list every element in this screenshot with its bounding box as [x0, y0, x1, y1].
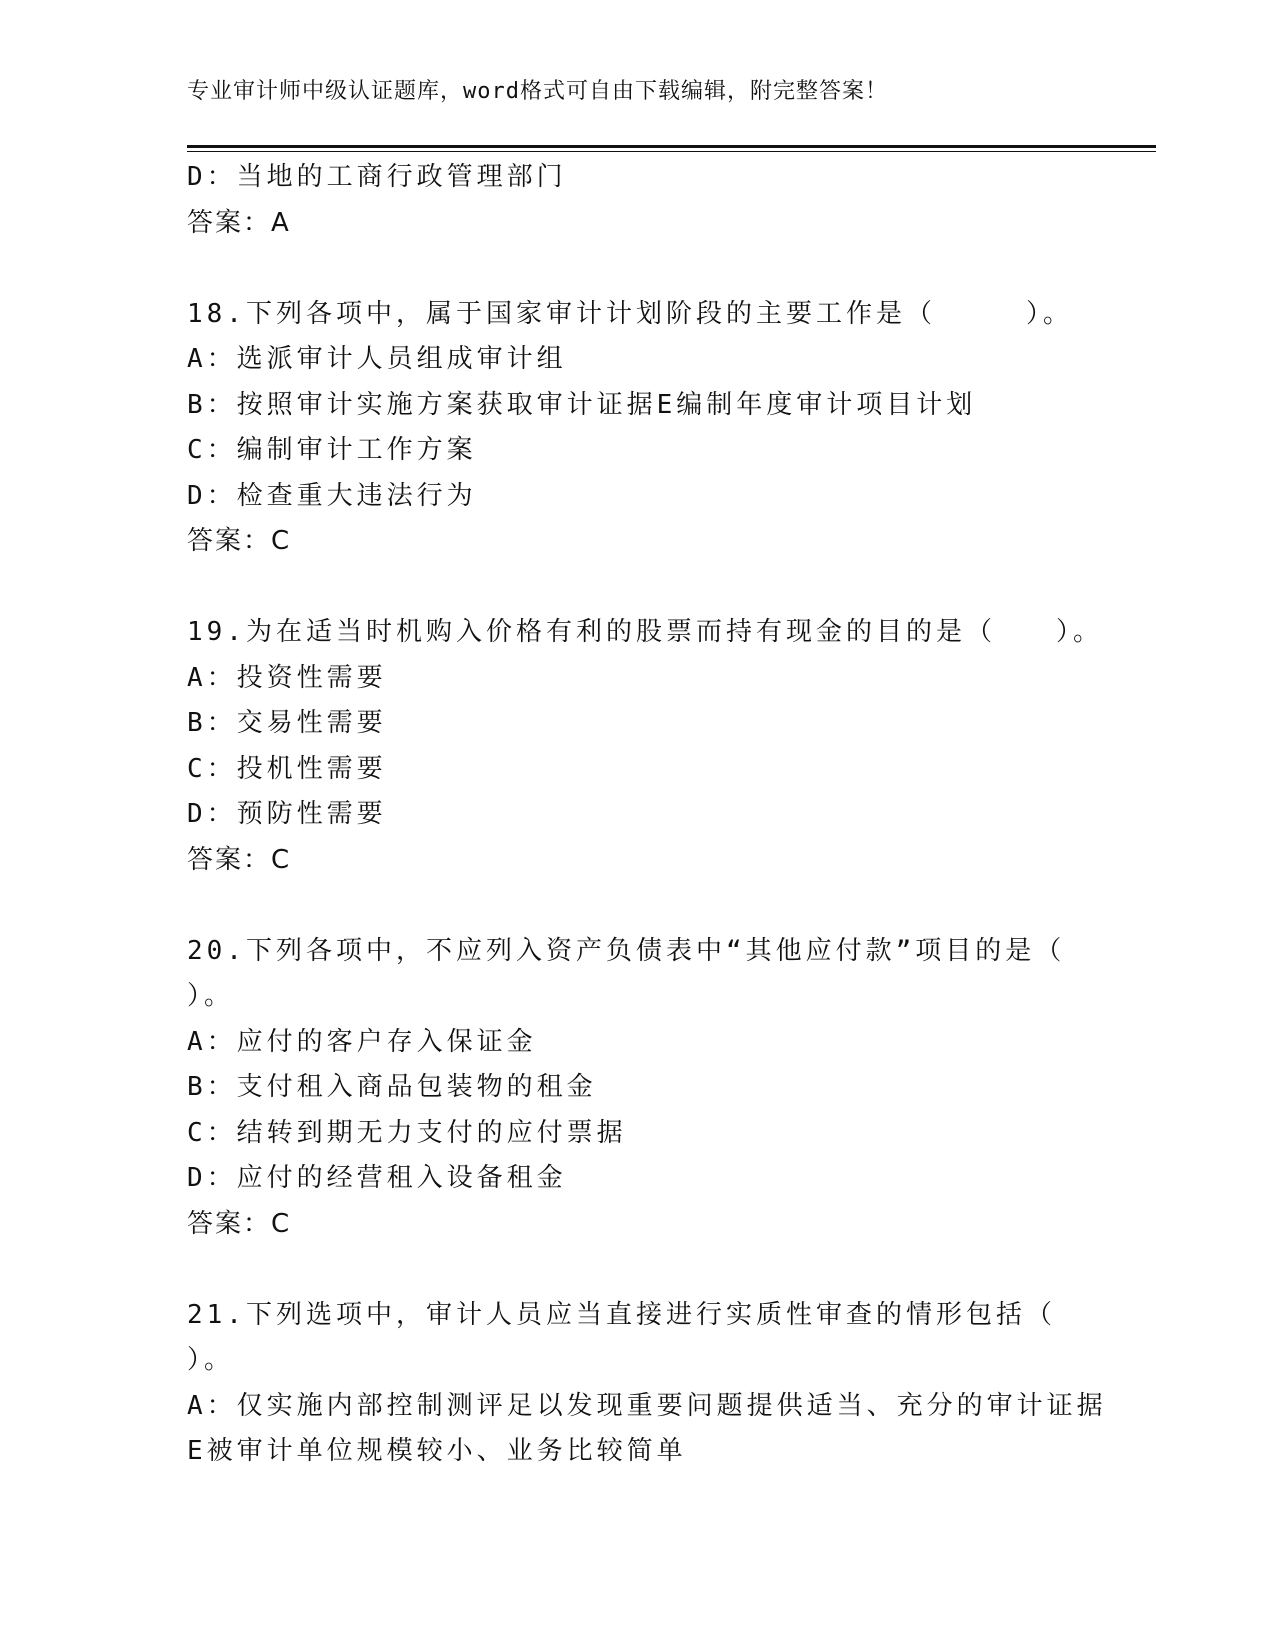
- option-line: C：结转到期无力支付的应付票据: [187, 1117, 627, 1148]
- question-text: ）。: [187, 1345, 235, 1375]
- block-gap: [187, 246, 1087, 292]
- question-text: 18.下列各项中，属于国家审计计划阶段的主要工作是（ ）。: [187, 298, 1073, 329]
- answer-line: 答案：A: [187, 207, 291, 238]
- question-block: [187, 929, 1087, 1248]
- option-line: C：编制审计工作方案: [187, 435, 477, 465]
- option-line: A：应付的客户存入保证金: [187, 1026, 537, 1057]
- header-rule-thin: [187, 151, 1156, 152]
- block-gap: [187, 1247, 1087, 1293]
- question-text: 20.下列各项中，不应列入资产负债表中“其他应付款”项目的是（: [187, 935, 1066, 966]
- question-text: 21.下列选项中，审计人员应当直接进行实质性审查的情形包括（: [187, 1299, 1056, 1330]
- question-text: 19.为在适当时机购入价格有利的股票而持有现金的目的是（ ）。: [187, 617, 1103, 647]
- answer-line: 答案：C: [187, 526, 292, 556]
- option-line: A：投资性需要: [187, 662, 387, 693]
- option-line: C：投机性需要: [187, 753, 387, 784]
- question-block: [187, 155, 1087, 246]
- option-line: A：仅实施内部控制测评足以发现重要问题提供适当、充分的审计证据: [187, 1390, 1107, 1421]
- option-line: D：当地的工商行政管理部门: [187, 162, 567, 192]
- question-text: ）。: [187, 981, 235, 1011]
- question-block: [187, 292, 1087, 565]
- option-line: B：按照审计实施方案获取审计证据E编制年度审计项目计划: [187, 389, 977, 420]
- option-line: B：支付租入商品包装物的租金: [187, 1072, 597, 1102]
- option-line: D：检查重大违法行为: [187, 480, 477, 511]
- option-line: D：应付的经营租入设备租金: [187, 1163, 567, 1193]
- page-header: 专业审计师中级认证题库，word格式可自由下载编辑，附完整答案！: [187, 79, 888, 104]
- block-gap: [187, 565, 1087, 611]
- option-line: B：交易性需要: [187, 708, 387, 738]
- answer-line: 答案：C: [187, 1208, 292, 1239]
- option-line: A：选派审计人员组成审计组: [187, 344, 567, 374]
- header-rule-thick: [187, 145, 1156, 148]
- question-block: [187, 1293, 1107, 1475]
- answer-line: 答案：C: [187, 844, 292, 875]
- block-gap: [187, 883, 1087, 929]
- option-line: D：预防性需要: [187, 799, 387, 829]
- option-line: E被审计单位规模较小、业务比较简单: [187, 1436, 687, 1466]
- question-block: [187, 610, 1103, 883]
- document-body: [187, 155, 1107, 1475]
